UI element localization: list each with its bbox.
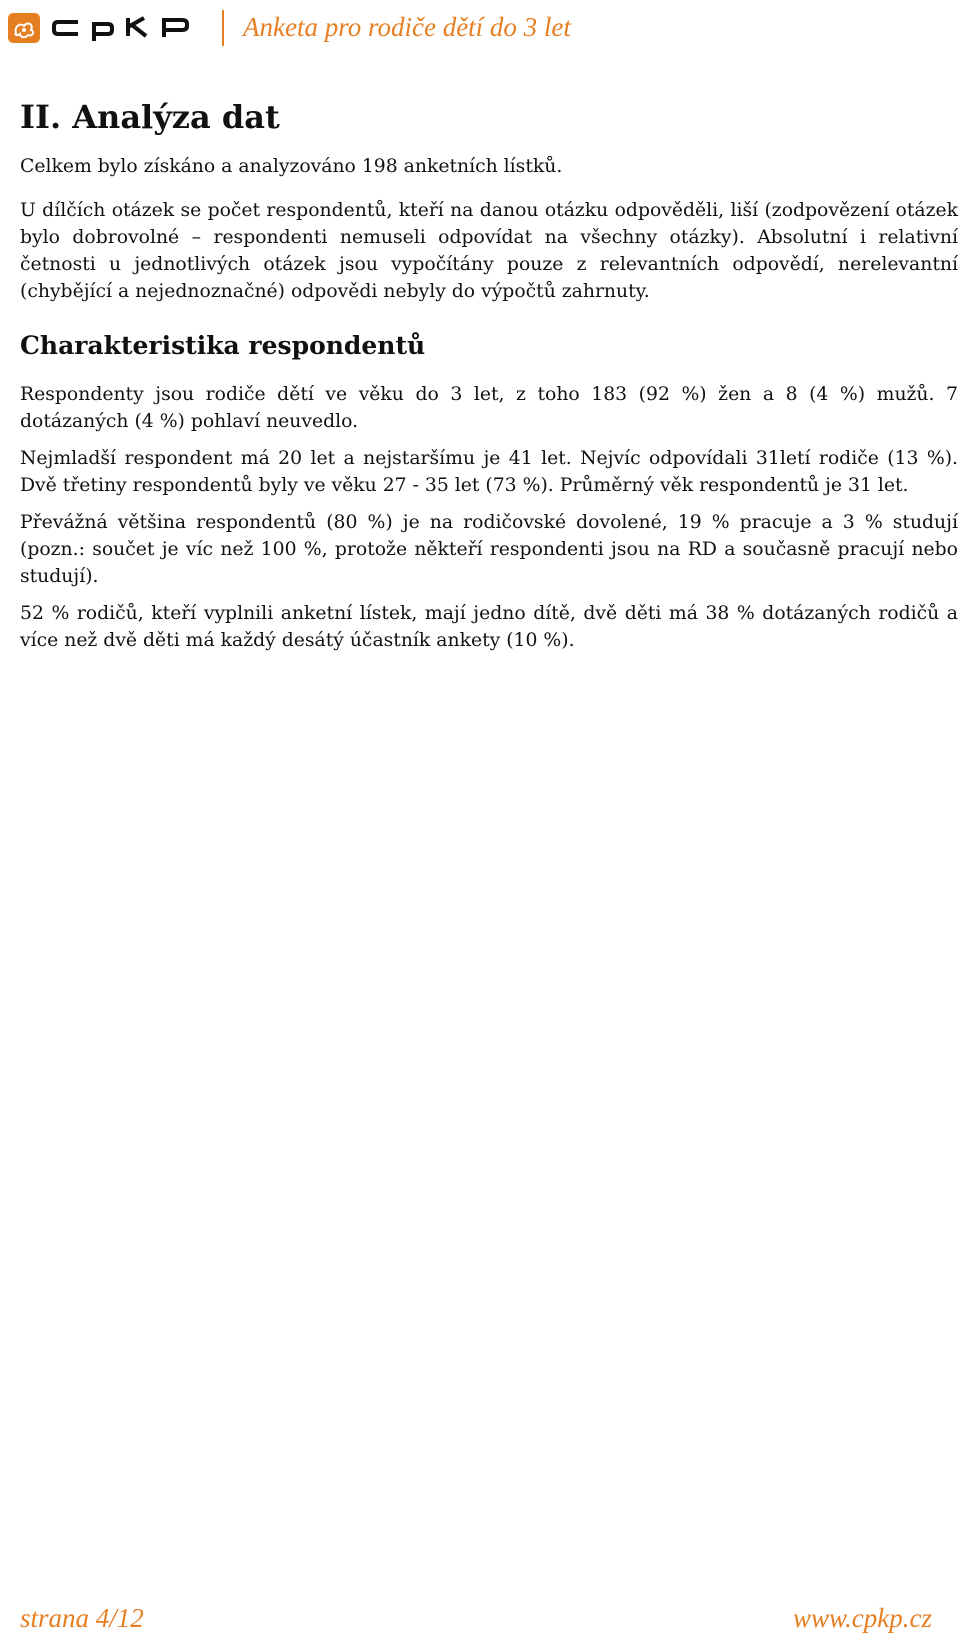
paragraph: Celkem bylo získáno a analyzováno 198 anketních lístků. bbox=[20, 156, 563, 177]
cpkp-logo bbox=[8, 13, 204, 43]
paragraph: Nejmladší respondent má 20 let a nejstaršímu je 41 let. Nejvíc odpovídali 31letí rodiče (13 %). Dvě třetiny respondentů byly ve věku 27 - 35 let (73 %). Průměrný věk respondentů je 31 let. bbox=[20, 448, 958, 496]
section-heading-charakteristika: Charakteristika respondentů bbox=[20, 331, 426, 360]
section-heading-analyza-dat: II. Analýza dat bbox=[20, 98, 280, 136]
document-title: Anketa pro rodiče dětí do 3 let bbox=[243, 12, 571, 42]
header-divider bbox=[222, 10, 224, 46]
paragraph: Respondenty jsou rodiče dětí ve věku do 3 let, z toho 183 (92 %) žen a 8 (4 %) mužů. 7 dotázaných (4 %) pohlaví neuvedlo. bbox=[20, 384, 958, 432]
paragraph: 52 % rodičů, kteří vyplnili anketní lístek, mají jedno dítě, dvě děti má 38 % dotázaných rodičů a více než dvě děti má každý desátý účastník ankety (10 %). bbox=[20, 603, 958, 651]
page-number: strana 4/12 bbox=[20, 1603, 144, 1633]
paragraph: U dílčích otázek se počet respondentů, kteří na danou otázku odpověděli, liší (zodpovězení otázek bylo dobrovolné – respondenti nemuseli odpovídat na všechny otázky). Absolutní i relativní četnosti u jednotlivých otázek jsou vypočítány pouze z relevantních odpovědí, nerelevantní (chybějící a nejednoznačné) odpovědi nebyly do výpočtů zahrnuty. bbox=[20, 200, 958, 302]
page-header bbox=[0, 0, 960, 60]
page-content bbox=[20, 95, 958, 664]
website-link[interactable]: www.cpkp.cz bbox=[793, 1603, 932, 1633]
paragraph: Převážná většina respondentů (80 %) je na rodičovské dovolené, 19 % pracuje a 3 % studují (pozn.: součet je víc než 100 %, protože někteří respondenti jsou na RD a současně pracují nebo studují). bbox=[20, 512, 958, 587]
